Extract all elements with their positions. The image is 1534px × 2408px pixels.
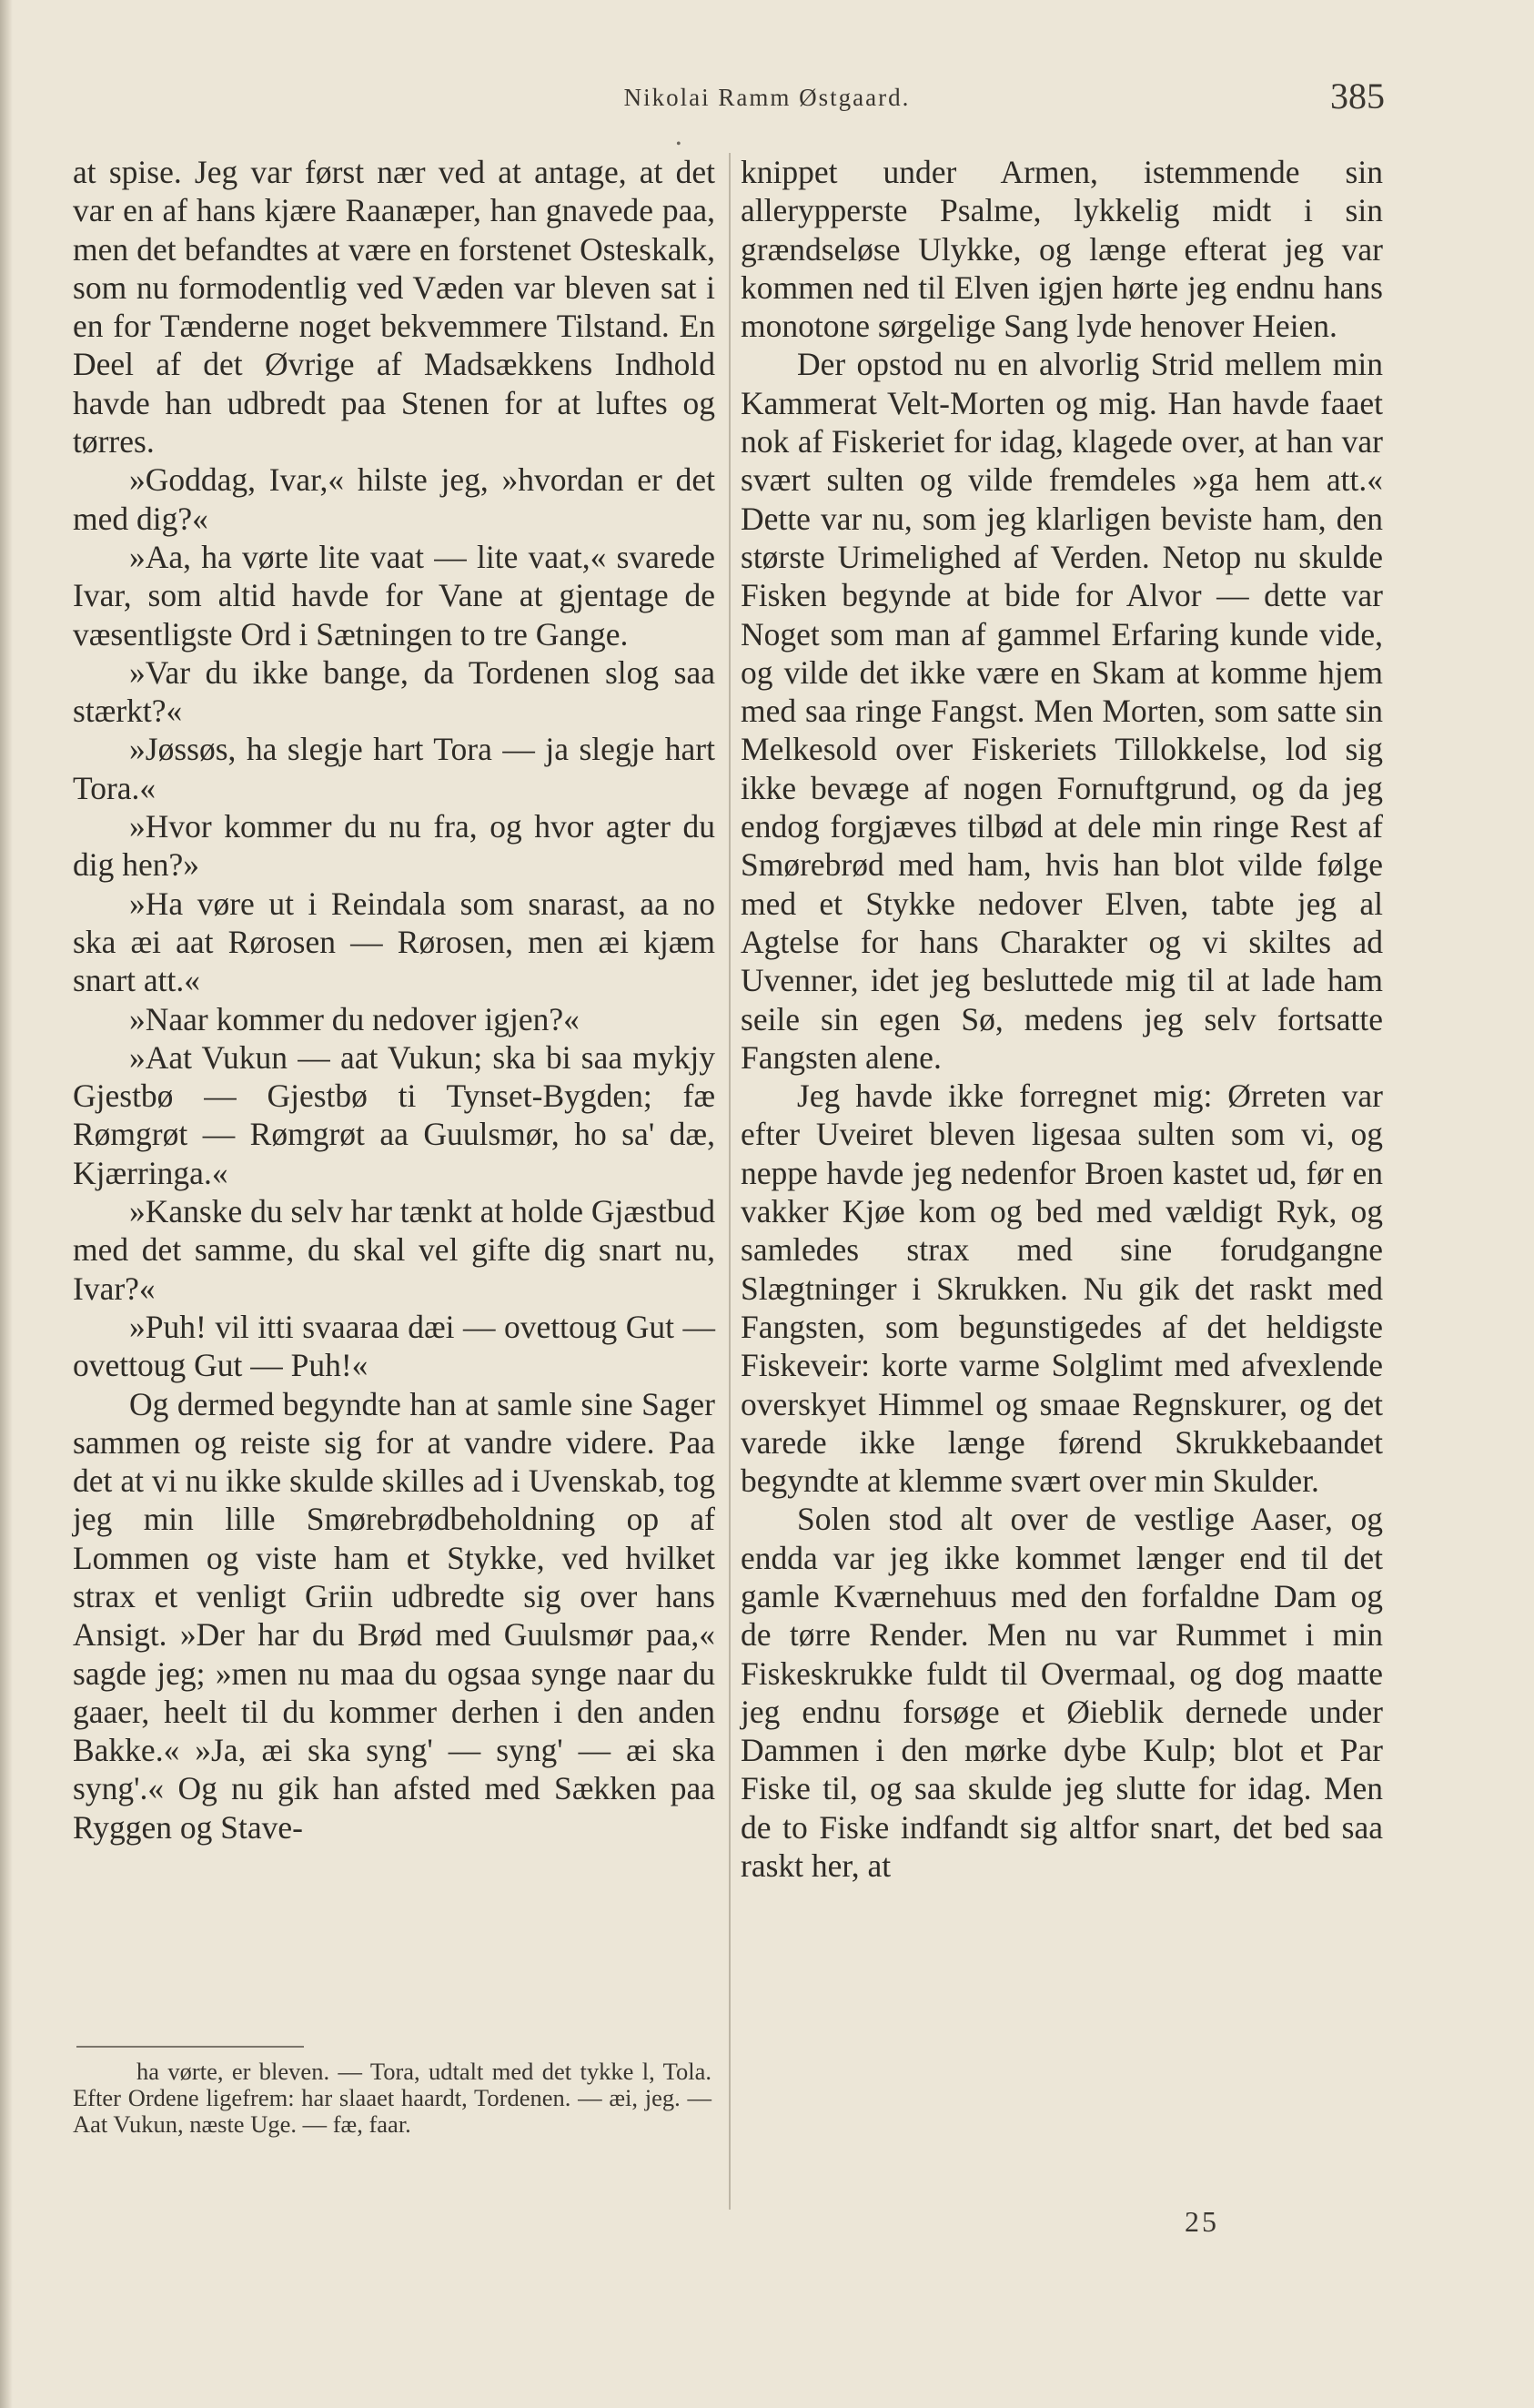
page-spine-shadow xyxy=(0,0,13,2408)
left-text-column xyxy=(73,153,715,1846)
paragraph: Og dermed begyndte han at samle sine Sager sammen og reiste sig for at vandre videre. Paa det at vi nu ikke skulde skilles ad i Uvenskab, tog jeg min lille Smørebrødbeholdning op af Lommen og viste ham et Stykke, ved hvilket strax et venligt Griin udbredte sig over hans Ansigt. »Der har du Brød med Guulsmør paa,« sagde jeg; »men nu maa du ogsaa synge naar du gaaer, heelt til du kommer derhen i den anden Bakke.« »Ja, æi ska syng' — syng' — æi ska syng'.« Og nu gik han afsted med Sækken paa Ryggen og Stave- xyxy=(73,1385,715,1846)
page-number: 385 xyxy=(1330,76,1385,116)
paragraph: Solen stod alt over de vestlige Aaser, og endda var jeg ikke kommet længer end til det gamle Kværnehuus med den forfaldne Dam og de tørre Render. Men nu var Rummet i min Fiskeskrukke fuldt til Overmaal, og dog maatte jeg endnu forsøge et Øieblik dernede under Dammen i den mørke dybe Kulp; blot et Par Fiske til, og saa skulde jeg slutte for idag. Men de to Fiske indfandt sig altfor snart, det bed saa raskt her, at xyxy=(741,1501,1383,1885)
right-text-column xyxy=(741,153,1383,1885)
paragraph: »Aa, ha vørte lite vaat — lite vaat,« svarede Ivar, som altid havde for Vane at gjentage de væsentligste Ord i Sætningen to tre Gange. xyxy=(73,538,715,653)
paragraph: »Ha vøre ut i Reindala som snarast, aa no ska æi aat Rørosen — Rørosen, men æi kjæm snart att.« xyxy=(73,885,715,999)
paragraph: Jeg havde ikke forregnet mig: Ørreten var efter Uveiret bleven ligesaa sulten som vi, og neppe havde jeg nedenfor Broen kastet ud, før en vakker Kjøe kom og bed med vældigt Ryk, og samledes strax med sine forudgangne Slægtninger i Skrukken. Nu gik det raskt med Fangsten, som begunstigedes af det heldigste Fiskeveir: korte varme Solglimt med afvexlende overskyet Himmel og smaae Regnskurer, og det varede ikke længe førend Skrukkebaandet begyndte at klemme svært over min Skulder. xyxy=(741,1078,1383,1500)
paragraph: Der opstod nu en alvorlig Strid mellem min Kammerat Velt-Morten og mig. Han havde faaet nok af Fiskeriet for idag, klagede over, at han var svært sulten og vilde fremdeles »ga hem att.« Dette var nu, som jeg klarligen beviste ham, den største Urimelighed af Verden. Netop nu skulde Fisken begynde at bide for Alvor — dette var Noget som man af gammel Erfaring kunde vide, og vilde det ikke være en Skam at komme hjem med saa ringe Fangst. Men Morten, som satte sin Melkesold over Fiskeriets Tillokkelse, lod sig ikke bevæge af nogen Fornuftgrund, og da jeg endog forgjæves tilbød at dele min ringe Rest af Smørebrød med ham, hvis han blot vilde følge med et Stykke nedover Elven, tabte jeg al Agtelse for hans Charakter og vi skiltes ad Uvenner, idet jeg besluttede mig til at lade ham seile sin egen Sø, medens jeg selv fortsatte Fangsten alene. xyxy=(741,346,1383,1076)
footnote-text: ha vørte, er bleven. — Tora, udtalt med det tykke l, Tola. Efter Ordene ligefrem: har slaaet haardt, Tordenen. — æi, jeg. — Aat Vukun, næste Uge. — fæ, faar. xyxy=(73,2058,711,2138)
running-header-title: Nikolai Ramm Østgaard. xyxy=(623,84,911,111)
footnote-rule xyxy=(76,2046,304,2048)
paragraph: »Aat Vukun — aat Vukun; ska bi saa mykjy Gjestbø — Gjestbø ti Tynset-Bygden; fæ Rømgrøt — Rømgrøt aa Guulsmør, ho sa' dæ, Kjærringa.« xyxy=(73,1038,715,1191)
footnotes xyxy=(73,2059,711,2138)
paragraph: »Hvor kommer du nu fra, og hvor agter du dig hen?» xyxy=(73,808,715,884)
column-divider xyxy=(729,153,731,2210)
paragraph: »Goddag, Ivar,« hilste jeg, »hvordan er det med dig?« xyxy=(73,461,715,537)
paragraph: knippet under Armen, istemmende sin allerypperste Psalme, lykkelig midt i sin grændseløse Ulykke, og længe efterat jeg var kommen ned til Elven igjen hørte jeg endnu hans monotone sørgelige Sang lyde henover Heien. xyxy=(741,154,1383,345)
signature-mark: 25 xyxy=(1185,2205,1219,2238)
header-mark: • xyxy=(676,137,681,152)
paragraph: »Jøssøs, ha slegje hart Tora — ja slegje hart Tora.« xyxy=(73,731,715,806)
paragraph: »Naar kommer du nedover igjen?« xyxy=(129,1000,580,1037)
paragraph: »Kanske du selv har tænkt at holde Gjæstbud med det samme, du skal vel gifte dig snart nu, Ivar?« xyxy=(73,1193,715,1307)
paragraph: »Puh! vil itti svaaraa dæi — ovettoug Gut — ovettoug Gut — Puh!« xyxy=(73,1308,715,1384)
paragraph: at spise. Jeg var først nær ved at antage, at det var en af hans kjære Raanæper, han gnavede paa, men det befandtes at være en forstenet Osteskalk, som nu formodentlig ved Væden var bleven sat i en for Tænderne noget bekvemmere Tilstand. En Deel af det Øvrige af Madsækkens Indhold havde han udbredt paa Stenen for at luftes og tørres. xyxy=(73,154,715,460)
paragraph: »Var du ikke bange, da Tordenen slog saa stærkt?« xyxy=(73,653,715,730)
